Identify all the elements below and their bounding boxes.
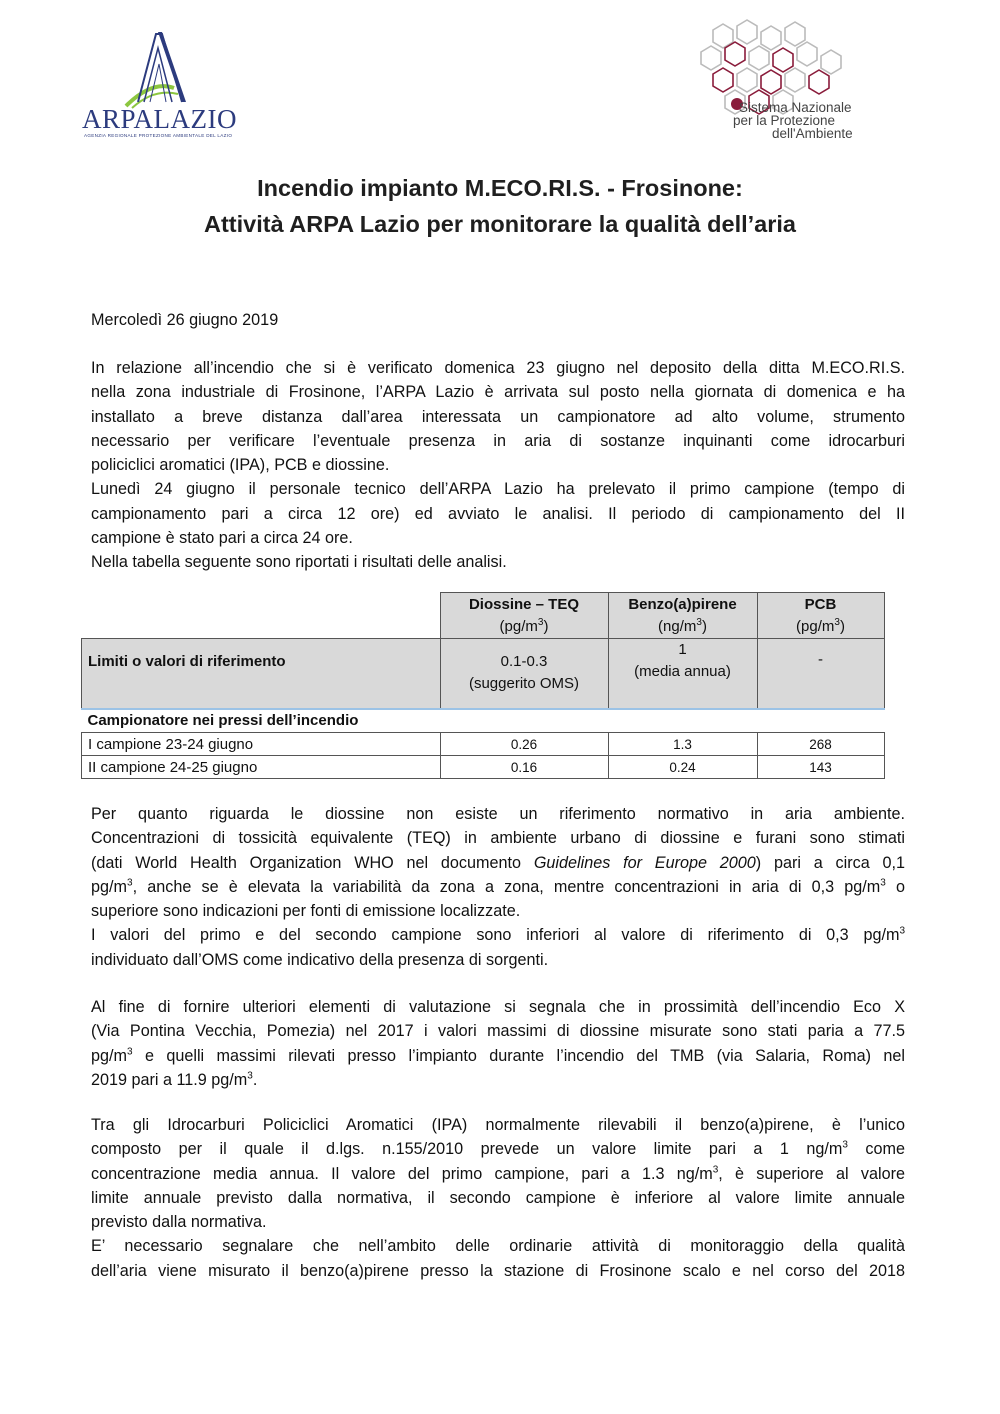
para2-line: I valori del primo e del secondo campione sono inferiori al valore di riferimento di 0,3 $pg/m^3$ (91, 926, 905, 945)
intro-line: necessario per verificare l’eventuale presenza in aria di sostanze inquinanti come idrocarburi (91, 431, 905, 450)
date-text: Mercoledì 26 giugno 2019 (91, 311, 279, 329)
ecox-paragraph (91, 995, 905, 1092)
ipa-paragraph (91, 1113, 905, 1283)
snpa-line-2: per la Protezione (733, 113, 836, 128)
section-label: Campionatore nei pressi dell’incendio (82, 709, 885, 733)
cell-pcb: 143 (757, 756, 884, 779)
para4-line: previsto dalla normativa. (91, 1213, 267, 1232)
para4-line: E’ necessario segnalare che nell’ambito delle ordinarie attività di monitoraggio della qualità (91, 1237, 905, 1256)
header-diossine: Diossine – TEQ $(pg/m^3)$ (440, 593, 608, 639)
para4-line: limite annuale previsto dalla normativa, il secondo campione è inferiore al valore limite annuale (91, 1188, 905, 1207)
arpa-logo-name: ARPALAZIO (82, 104, 238, 134)
para2-line: superiore sono indicazioni per fonti di emissione localizzate. (91, 902, 521, 921)
limit-diossine: 0.1-0.3 (suggerito OMS) (440, 639, 608, 709)
title-line-1: Incendio impianto M.ECO.RI.S. - Frosinone: (257, 175, 743, 201)
intro-paragraph (91, 356, 905, 575)
results-table (81, 592, 885, 779)
row-label: II campione 24-25 giugno (82, 756, 441, 779)
para2-line: $pg/m^3$, anche se è elevata la variabilità da zona a zona, mentre concentrazioni in aria di 0,3 $pg/m^3$ o (91, 877, 905, 896)
row-label: I campione 23-24 giugno (82, 733, 441, 756)
cell-pcb: 268 (757, 733, 884, 756)
para2-line: (dati World Health Organization WHO nel documento Guidelines for Europe 2000) pari a circa 0,1 (91, 853, 905, 872)
title-line-2: Attività ARPA Lazio per monitorare la qualità dell’aria (204, 211, 796, 237)
para3-line: Al fine di fornire ulteriori elementi di valutazione si segnala che in prossimità dell’incendio Eco X (91, 998, 905, 1016)
intro-line: nella zona industriale di Frosinone, l’ARPA Lazio è arrivata sul posto nella giornata di domenica e ha (91, 383, 905, 402)
para4-line: composto per il quale il d.lgs. n.155/2010 prevede un valore limite pari a 1 $ng/m^3$ come (91, 1139, 905, 1159)
cell-diossine: 0.26 (440, 733, 608, 756)
limit-pcb: - (757, 639, 884, 709)
dioxin-paragraph (91, 802, 905, 972)
limit-benzo: 1 (media annua) (608, 639, 757, 709)
para4-line: dell’aria viene misurato il benzo(a)pirene presso la stazione di Frosinone scalo e nel corso del 2018 (91, 1261, 905, 1280)
para3-line: (Via Pontina Vecchia, Pomezia) nel 2017 i valori massimi di diossine misurate sono stati paria a 77.5 (91, 1022, 905, 1041)
snpa-line-3: dell'Ambiente (772, 126, 853, 141)
para3-line: 2019 pari a 11.9 $pg/m^3$. (91, 1070, 258, 1089)
intro-line: Nella tabella seguente sono riportati i risultati delle analisi. (91, 553, 507, 572)
para3-line: $pg/m^3$ e quelli massimi rilevati presso l’impianto durante l’incendio del TMB (via Salaria, Roma) nel (91, 1046, 905, 1065)
intro-line: installato a breve distanza dall’area interessata un campionatore ad alto volume, strumento (91, 407, 905, 426)
para4-line: Tra gli Idrocarburi Policiclici Aromatici (IPA) normalmente rilevabili il benzo(a)pirene, è l’unico (91, 1116, 905, 1134)
snpa-line-1: Sistema Nazionale (739, 100, 852, 115)
limits-label: Limiti o valori di riferimento (82, 639, 441, 709)
para2-line: Per quanto riguarda le diossine non esiste un riferimento normativo in aria ambiente. (91, 805, 905, 823)
date-line (91, 308, 905, 332)
header-pcb: PCB $(pg/m^3)$ (757, 593, 884, 639)
intro-line: campione è stato pari a circa 24 ore. (91, 529, 353, 548)
intro-line: In relazione all’incendio che si è verificato domenica 23 giugno nel deposito della ditta M.ECO.RI.S. (91, 359, 905, 377)
intro-line: policiclici aromatici (IPA), PCB e diossine. (91, 456, 390, 475)
document-title (0, 170, 1000, 242)
intro-line: Lunedì 24 giugno il personale tecnico dell’ARPA Lazio ha prelevato il primo campione (tempo di (91, 480, 905, 499)
arpa-logo-subtitle: AGENZIA REGIONALE PROTEZIONE AMBIENTALE DEL LAZIO (84, 133, 233, 138)
para2-line: individuato dall’OMS come indicativo della presenza di sorgenti. (91, 950, 549, 969)
table-corner (82, 593, 441, 639)
header-benzo: Benzo(a)pirene $(ng/m^3)$ (608, 593, 757, 639)
para4-line: concentrazione media annua. Il valore del primo campione, pari a 1.3 $ng/m^3$, è superiore al valore (91, 1164, 905, 1183)
cell-diossine: 0.16 (440, 756, 608, 779)
cell-benzo: 1.3 (608, 733, 757, 756)
cell-benzo: 0.24 (608, 756, 757, 779)
intro-line: campionamento pari a circa 12 ore) ed avviato le analisi. Il periodo di campionamento del II (91, 504, 905, 523)
snpa-logo-text (733, 101, 853, 140)
para2-line: Concentrazioni di tossicità equivalente (TEQ) in ambiente urbano di diossine e furani sono stimati (91, 829, 905, 848)
